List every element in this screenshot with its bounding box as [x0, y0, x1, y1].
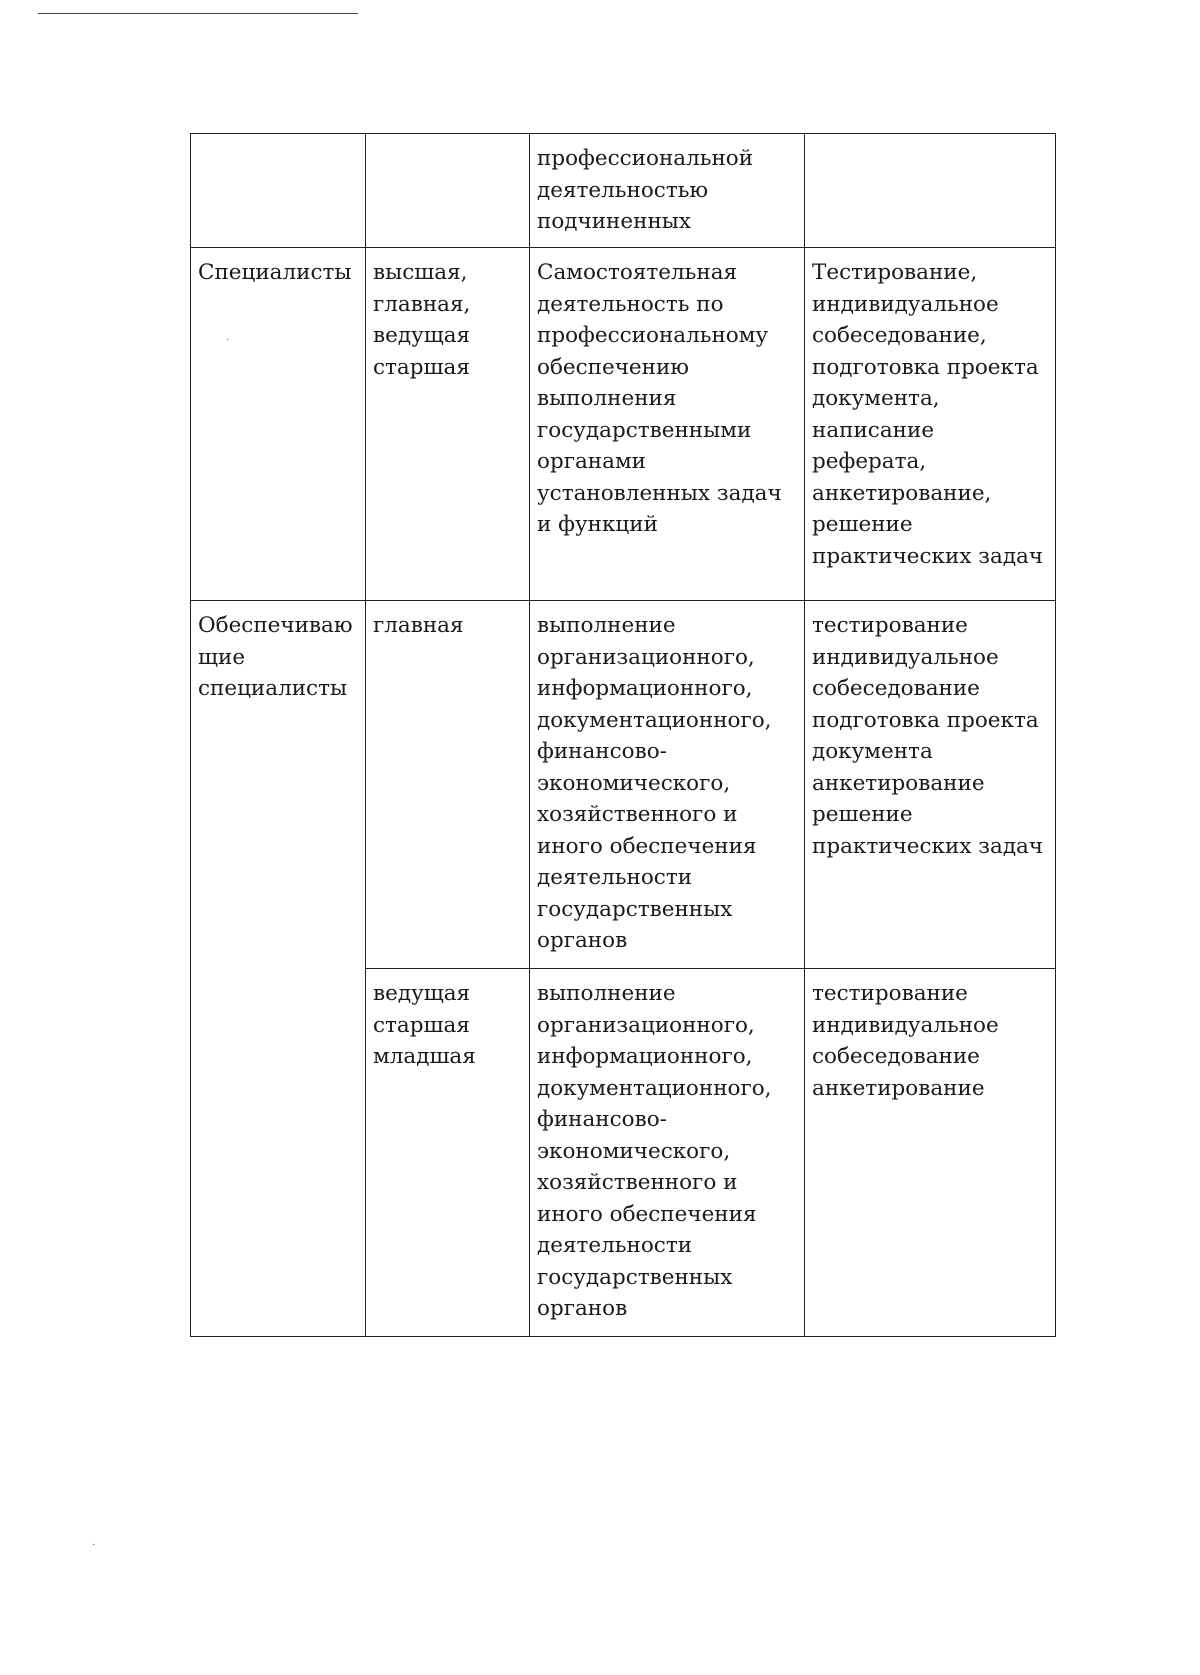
scan-speck: ·: [226, 335, 230, 346]
groups-cell: ведущая старшая младшая: [366, 969, 530, 1337]
groups-cell: главная: [366, 601, 530, 969]
category-cell: [191, 134, 366, 248]
function-cell: выполнение организационного, информационного, документационного, финансово- экономического, хозяйственного и иного обеспечения деятельности государственных органов: [530, 969, 805, 1337]
methods-cell: [805, 134, 1056, 248]
groups-cell: [366, 134, 530, 248]
function-cell: профессиональной деятельностью подчиненных: [530, 134, 805, 248]
table-row: [191, 134, 1056, 248]
groups-cell: высшая, главная, ведущая старшая: [366, 248, 530, 601]
table-row: [191, 248, 1056, 601]
methods-cell: тестирование индивидуальное собеседование подготовка проекта документа анкетирование решение практических задач: [805, 601, 1056, 969]
methods-cell: тестирование индивидуальное собеседование анкетирование: [805, 969, 1056, 1337]
category-cell: Специалисты: [191, 248, 366, 601]
table-row: [191, 601, 1056, 969]
function-cell: Самостоятельная деятельность по профессиональному обеспечению выполнения государственными органами установленных задач и функций: [530, 248, 805, 601]
category-cell: Обеспечиваю щие специалисты: [191, 601, 366, 1337]
function-cell: выполнение организационного, информационного, документационного, финансово- экономического, хозяйственного и иного обеспечения деятельности государственных органов: [530, 601, 805, 969]
methods-cell: Тестирование, индивидуальное собеседование, подготовка проекта документа, написание реферата, анкетирование, решение практических задач: [805, 248, 1056, 601]
scan-speck: ·: [92, 1540, 96, 1551]
header-rule: [38, 13, 358, 14]
qualification-table: [190, 133, 1056, 1337]
